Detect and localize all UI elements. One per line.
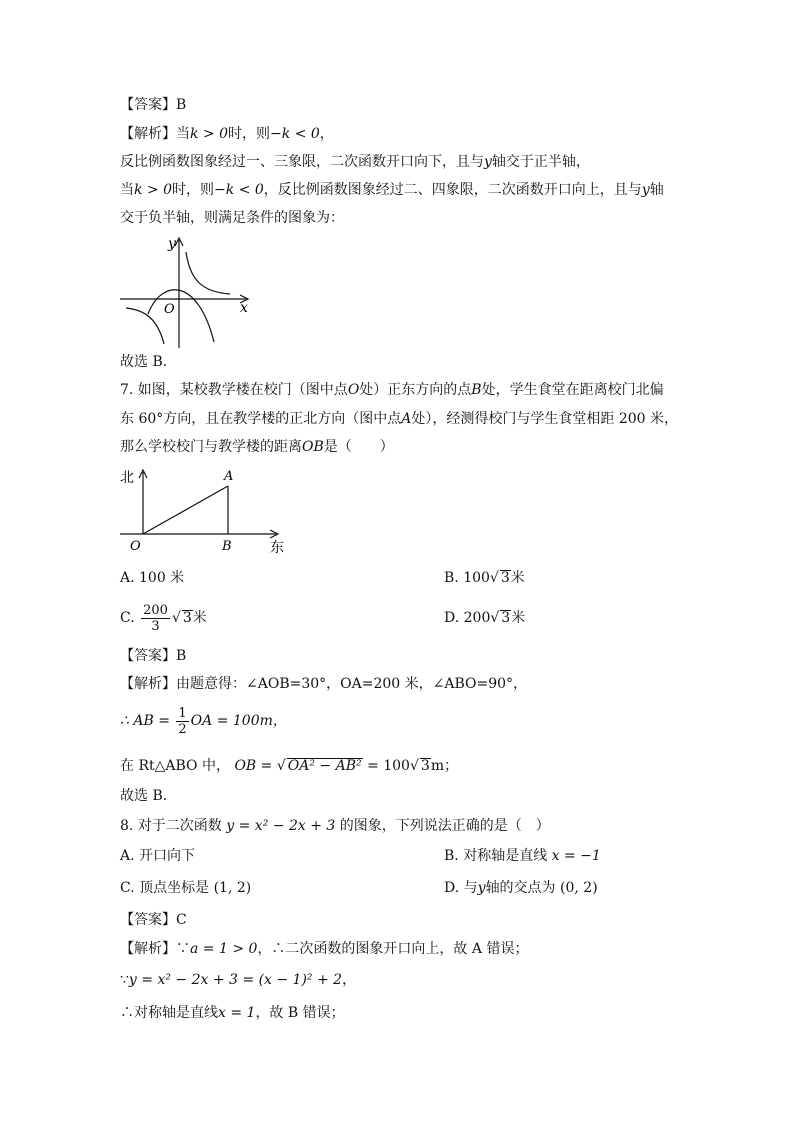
q6-analysis-line-2: 反比例函数图象经过一、三象限，二次函数开口向下，且与y轴交于正半轴， <box>120 154 590 170</box>
q7-analysis-line-1: 【解析】由题意得：∠AOB=30°，OA=200 米，∠ABO=90°， <box>120 676 528 692</box>
q8-option-d: D. 与y轴的交点为 (0, 2) <box>444 880 598 896</box>
q6-hyperbola-q1 <box>186 252 230 294</box>
q8-option-a: A. 开口向下 <box>120 848 196 864</box>
q6-y-label: y <box>168 236 176 252</box>
q7-option-c: C. $\frac{200}{3}$ √ 3米 <box>120 602 207 634</box>
q7-option-b: B. 100√ 3米 <box>444 570 525 586</box>
q7-analysis-line-2: ∴ AB = $\frac{1}{2}$ OA = 100m， <box>120 705 287 737</box>
q8-analysis-line-2: ∵y = x² − 2x + 3 = (x − 1)² + 2， <box>120 972 357 988</box>
q6-answer: 【答案】B <box>120 97 187 113</box>
q6-graph-figure <box>118 232 258 350</box>
q6-x-label: x <box>240 300 248 316</box>
q7-answer: 【答案】B <box>120 648 187 664</box>
q7-point-b-label: B <box>222 539 232 554</box>
q6-analysis-line-1: 【解析】当k > 0时，则−k < 0， <box>120 126 334 142</box>
q7-geometry-figure <box>118 462 298 556</box>
q8-analysis-line-3: ∴对称轴是直线x = 1，故 B 错误； <box>120 1005 345 1021</box>
q7-stem-line-1: 7. 如图，某校教学楼在校门（图中点O处）正东方向的点B处，学生食堂在距离校门北偏 <box>120 382 664 398</box>
q7-option-a: A. 100 米 <box>120 570 185 586</box>
q8-option-b: B. 对称轴是直线 x = −1 <box>444 848 601 864</box>
q7-analysis-line-3: 在 Rt△ABO 中， OB = √ OA² − AB² = 100√ 3m； <box>120 758 459 774</box>
q6-conclusion: 故选 B． <box>120 354 177 370</box>
q7-stem-line-3: 那么学校校门与教学楼的距离OB是（ ） <box>120 439 394 455</box>
q7-east-label: 东 <box>270 540 284 556</box>
q6-origin-label: O <box>164 302 175 317</box>
q6-analysis-line-3: 当k > 0时，则−k < 0，反比例函数图象经过二、四象限，二次函数开口向上，且与y轴 <box>120 182 664 198</box>
q8-stem: 8. 对于二次函数 y = x² − 2x + 3 的图象，下列说法正确的是（ ） <box>120 818 550 834</box>
q6-parabola <box>148 290 214 342</box>
q8-analysis-line-1: 【解析】∵a = 1 > 0，∴二次函数的图象开口向上，故 A 错误； <box>120 941 529 957</box>
q7-point-a-label: A <box>224 469 234 484</box>
q8-option-c: C. 顶点坐标是 (1, 2) <box>120 880 252 896</box>
q8-answer: 【答案】C <box>120 912 187 928</box>
q6-analysis-line-4: 交于负半轴，则满足条件的图象为： <box>120 210 344 226</box>
q7-conclusion: 故选 B． <box>120 788 177 804</box>
q7-point-o-label: O <box>130 539 141 554</box>
q7-north-label: 北 <box>120 470 134 486</box>
q7-segment-oa <box>143 486 228 534</box>
q6-hyperbola-q3 <box>126 308 164 344</box>
q7-stem-line-2: 东 60°方向，且在教学楼的正北方向（图中点A处），经测得校门与学生食堂相距 200 米， <box>120 411 679 427</box>
q7-option-d: D. 200√ 3米 <box>444 610 526 626</box>
